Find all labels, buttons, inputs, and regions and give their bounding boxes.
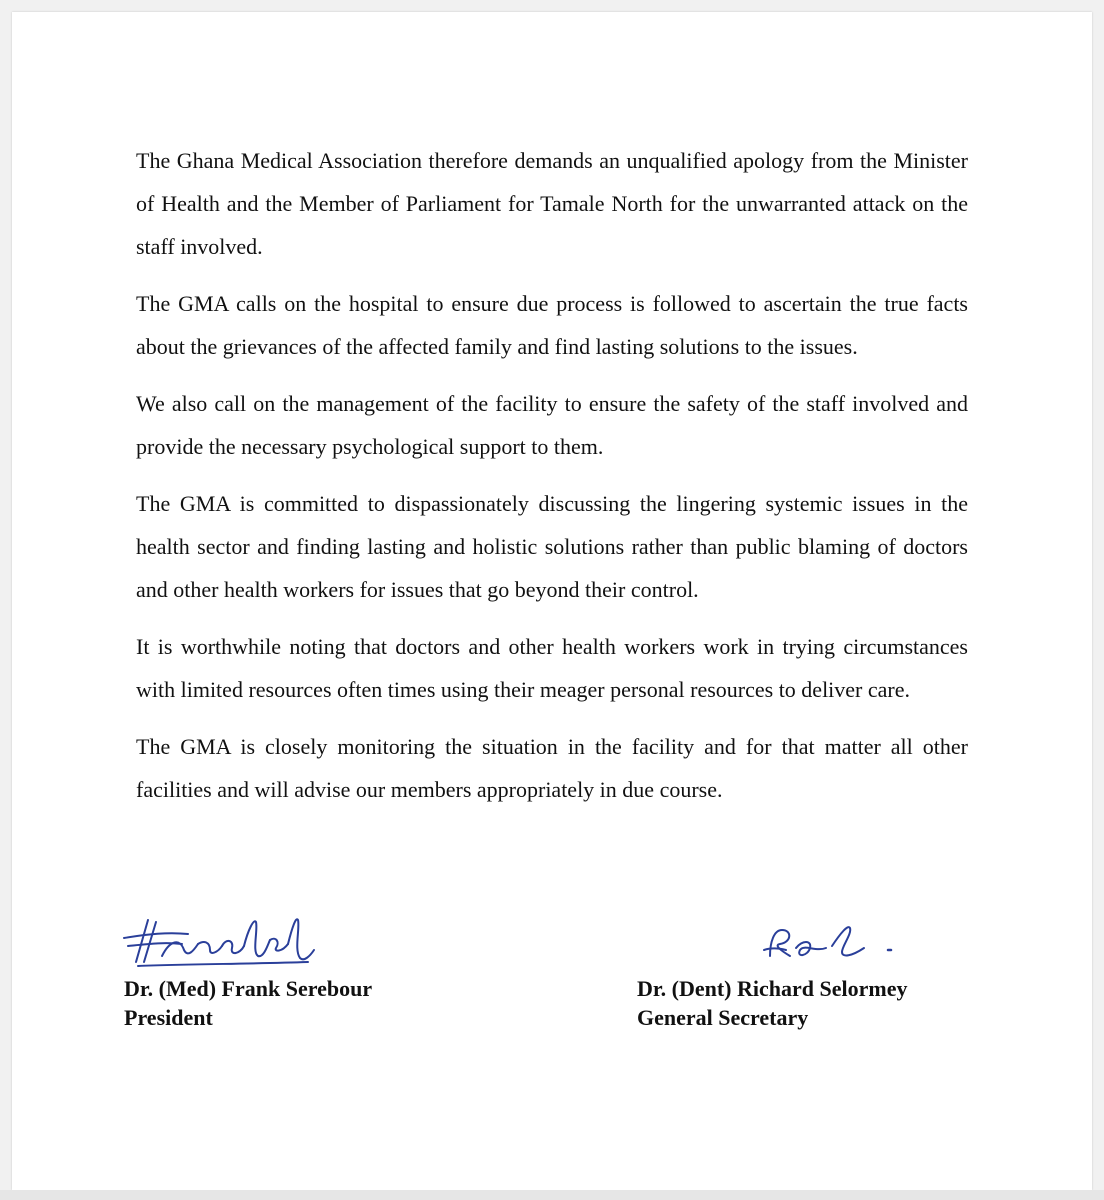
signatory-name: Dr. (Med) Frank Serebour — [124, 976, 373, 1001]
signatory-general-secretary — [637, 974, 907, 1032]
paragraph-monitoring: The GMA is closely monitoring the situation in the facility and for that matter all other facilities and will advise our members appropriately in due course. — [136, 734, 968, 802]
signatory-president — [124, 974, 372, 1032]
president-signature — [118, 900, 318, 970]
page-bottom-edge — [0, 1190, 1104, 1200]
signatory-title: General Secretary — [637, 1005, 809, 1030]
signatory-title: President — [124, 1005, 213, 1030]
paragraph-limited-resources: It is worthwhile noting that doctors and other health workers work in trying circumstances with limited resources often times using their meager personal resources to deliver care. — [136, 634, 968, 702]
paragraph-apology-demand: The Ghana Medical Association therefore demands an unqualified apology from the Minister of Health and the Member of Parliament for Tamale North for the unwarranted attack on the staff involved. — [136, 148, 968, 259]
general-secretary-signature — [756, 912, 916, 968]
paragraph-due-process: The GMA calls on the hospital to ensure due process is followed to ascertain the true facts about the grievances of the affected family and find lasting solutions to the issues. — [136, 291, 968, 359]
paragraph-systemic-issues: The GMA is committed to dispassionately discussing the lingering systemic issues in the health sector and finding lasting and holistic solutions rather than public blaming of doctors and other health workers for issues that go beyond their control. — [136, 491, 968, 602]
signatory-name: Dr. (Dent) Richard Selormey — [637, 976, 908, 1001]
paragraph-staff-safety: We also call on the management of the facility to ensure the safety of the staff involved and provide the necessary psychological support to them. — [136, 391, 968, 459]
letter-body — [136, 139, 968, 825]
